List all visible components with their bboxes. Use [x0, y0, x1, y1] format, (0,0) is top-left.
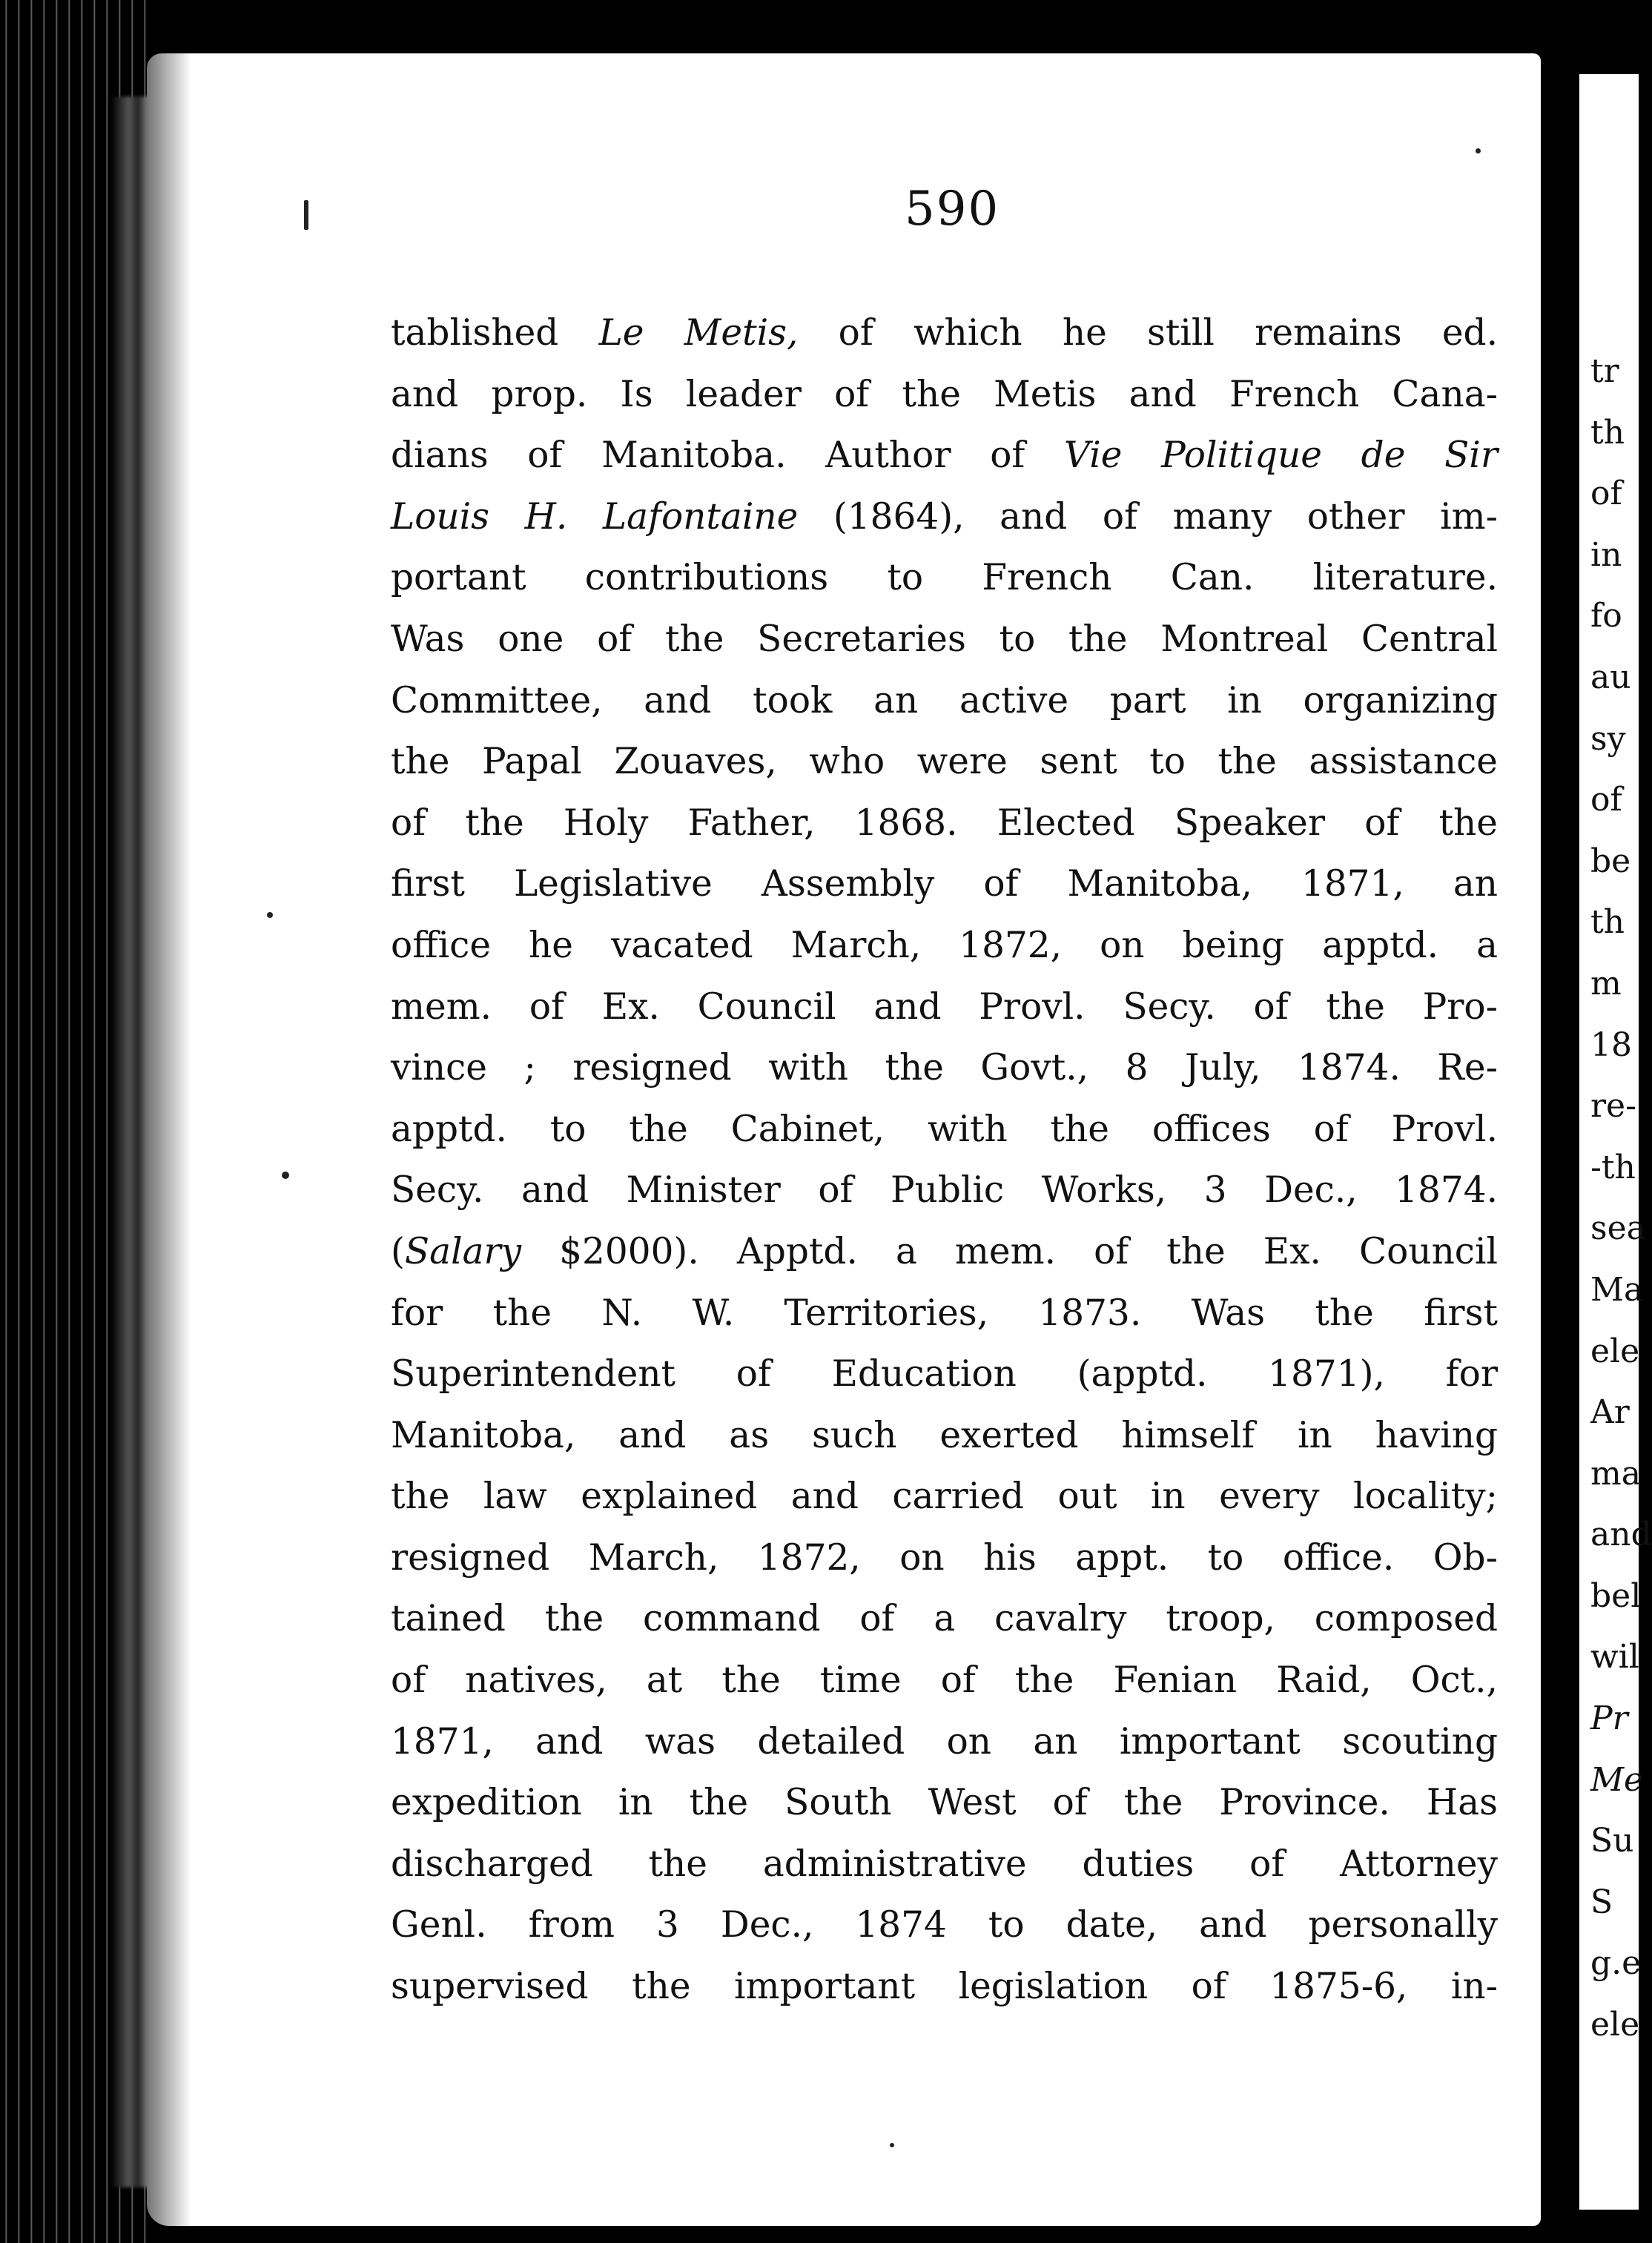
text-line: supervised the important legislation of 1875-6, in- — [391, 1966, 1498, 2008]
text-line: dians of Manitoba. Author of Vie Politique de Sir — [391, 435, 1499, 477]
adjacent-fragment: Su — [1590, 1822, 1634, 1860]
text-line: 1871, and was detailed on an important scouting — [391, 1720, 1498, 1763]
adjacent-fragment: au — [1590, 658, 1631, 696]
adjacent-fragment: th — [1590, 903, 1625, 942]
adjacent-fragment: of — [1590, 781, 1622, 819]
text-line: of the Holy Father, 1868. Elected Speaker of the — [391, 802, 1498, 844]
text-line: tained the command of a cavalry troop, composed — [391, 1598, 1498, 1640]
adjacent-fragment: be — [1590, 842, 1631, 880]
text-line: Committee, and took an active part in organizing — [391, 679, 1498, 721]
text-line: (Salary $2000). Apptd. a mem. of the Ex. Council — [391, 1230, 1498, 1272]
adjacent-fragment: Me — [1590, 1760, 1644, 1799]
text-line: office he vacated March, 1872, on being apptd. a — [391, 924, 1498, 966]
text-line: expedition in the South West of the Province. Has — [391, 1782, 1498, 1824]
adjacent-fragment: sy — [1590, 719, 1626, 758]
text-line: Genl. from 3 Dec., 1874 to date, and personally — [391, 1904, 1498, 1946]
text-line: the law explained and carried out in every locality; — [391, 1476, 1498, 1518]
text-line: resigned March, 1872, on his appt. to office. Ob- — [391, 1536, 1498, 1579]
adjacent-fragment: ma — [1590, 1454, 1641, 1493]
text-line: discharged the administrative duties of Attorney — [391, 1843, 1498, 1885]
adjacent-fragment: wil — [1590, 1638, 1639, 1677]
text-line: of natives, at the time of the Fenian Raid, Oct., — [391, 1659, 1498, 1702]
adjacent-fragment: Ma — [1590, 1270, 1644, 1309]
scan-speck — [267, 912, 273, 918]
gutter-shadow — [147, 53, 191, 2226]
text-line: Secy. and Minister of Public Works, 3 Dec., 1874. — [391, 1169, 1498, 1212]
adjacent-fragment: and — [1590, 1516, 1652, 1554]
text-line: for the N. W. Territories, 1873. Was the first — [391, 1292, 1498, 1334]
text-line: vince ; resigned with the Govt., 8 July, 1874. Re- — [391, 1047, 1498, 1089]
text-line: the Papal Zouaves, who were sent to the assistance — [391, 741, 1498, 783]
page-number: 590 — [905, 182, 1000, 237]
text-line: Louis H. Lafontaine (1864), and of many other im- — [391, 495, 1499, 538]
text-line: and prop. Is leader of the Metis and French Cana- — [391, 373, 1498, 415]
adjacent-fragment: bel — [1590, 1576, 1642, 1615]
text-line: apptd. to the Cabinet, with the offices of Provl. — [391, 1108, 1498, 1150]
text-line: Was one of the Secretaries to the Montreal Central — [391, 618, 1498, 660]
adjacent-fragment: th — [1590, 413, 1625, 452]
adjacent-fragment: sea — [1590, 1209, 1646, 1248]
text-line: first Legislative Assembly of Manitoba, 1871, an — [391, 863, 1498, 905]
adjacent-fragment: ele — [1590, 2006, 1640, 2044]
adjacent-fragment: Ar — [1590, 1393, 1630, 1432]
adjacent-fragment: of — [1590, 475, 1622, 513]
adjacent-page-text — [1590, 341, 1652, 2056]
text-line: portant contributions to French Can. literature. — [391, 557, 1498, 599]
adjacent-fragment: fo — [1590, 597, 1622, 635]
scan-speck — [1476, 148, 1481, 153]
adjacent-fragment: g.e — [1590, 1944, 1642, 1983]
adjacent-fragment: S — [1590, 1883, 1613, 1921]
scan-speck — [282, 1172, 289, 1179]
scan-speck — [890, 2143, 894, 2147]
adjacent-fragment: in — [1590, 535, 1622, 574]
adjacent-fragment: -th — [1590, 1148, 1636, 1186]
body-text — [391, 303, 1498, 2018]
scan-speck — [304, 200, 308, 230]
text-line: mem. of Ex. Council and Provl. Secy. of the Pro- — [391, 985, 1498, 1028]
text-line: tablished Le Metis, of which he still remains ed. — [391, 312, 1498, 354]
adjacent-fragment: tr — [1590, 352, 1619, 390]
adjacent-fragment: m — [1590, 964, 1622, 1002]
adjacent-fragment: ele — [1590, 1332, 1640, 1370]
text-line: Manitoba, and as such exerted himself in having — [391, 1414, 1498, 1456]
adjacent-fragment: 18 — [1590, 1025, 1632, 1064]
text-line: Superintendent of Education (apptd. 1871), for — [391, 1353, 1498, 1395]
adjacent-fragment: Pr — [1590, 1699, 1628, 1738]
adjacent-fragment: re- — [1590, 1087, 1636, 1126]
